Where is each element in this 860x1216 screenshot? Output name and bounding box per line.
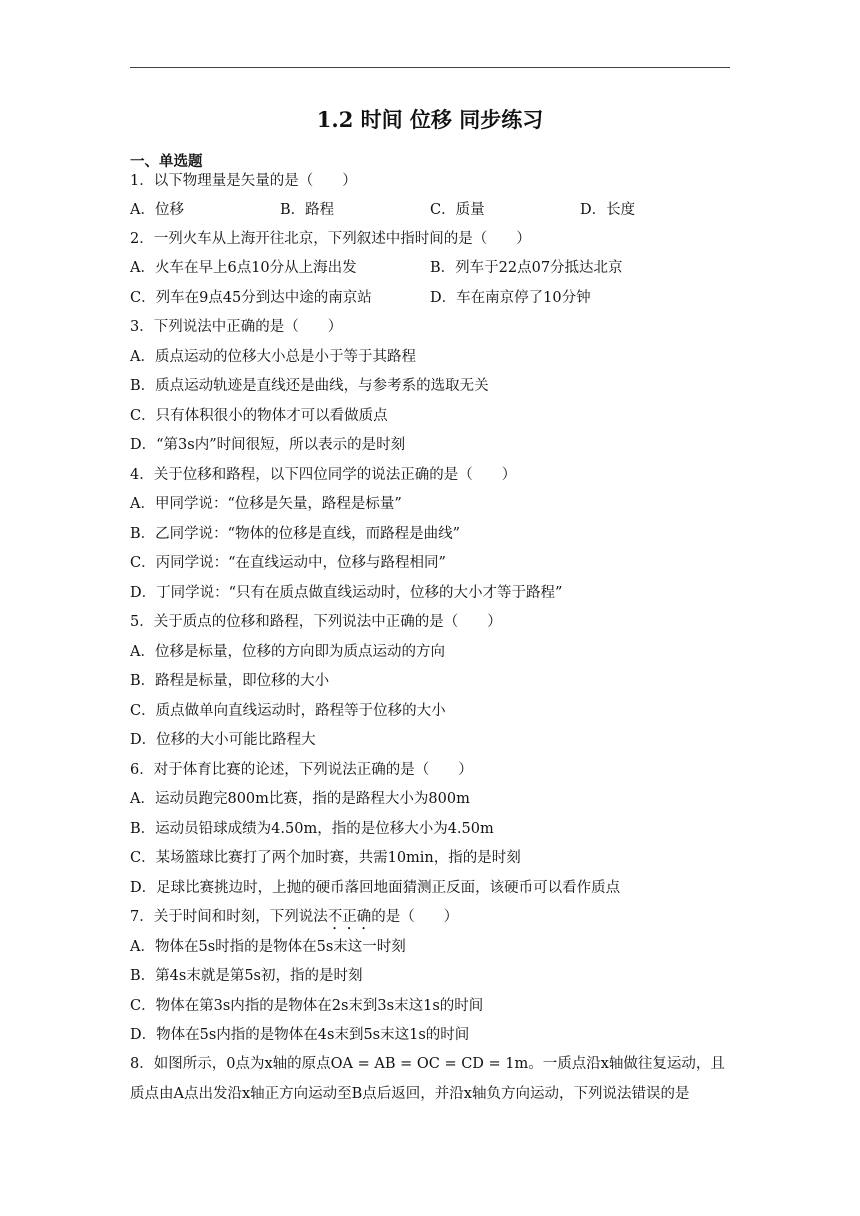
- question-7-option-c: C．物体在第3s内指的是物体在2s末到3s末这1s的时间: [130, 998, 484, 1014]
- question-6-option-b: B．运动员铅球成绩为4.50m，指的是位移大小为4.50m: [130, 821, 494, 837]
- question-3-stem: 3．下列说法中正确的是（ ）: [130, 319, 343, 335]
- question-2-stem: 2．一列火车从上海开往北京，下列叙述中指时间的是（ ）: [130, 231, 531, 247]
- question-2-option-a: A．火车在早上6点10分从上海出发: [130, 260, 357, 276]
- question-1-stem: 1．以下物理量是矢量的是（ ）: [130, 173, 357, 189]
- question-1-option-c: C．质量: [430, 202, 485, 218]
- page-title: 1.2 时间 位移 同步练习: [316, 107, 544, 132]
- question-4-option-d: D．丁同学说：“只有在质点做直线运动时，位移的大小才等于路程”: [130, 585, 563, 601]
- question-7-option-b: B．第4s末就是第5s初，指的是时刻: [130, 968, 363, 984]
- question-4-stem: 4．关于位移和路程，以下四位同学的说法正确的是（ ）: [130, 467, 517, 483]
- question-3-option-b: B．质点运动轨迹是直线还是曲线，与参考系的选取无关: [130, 378, 489, 394]
- question-5-option-d: D．位移的大小可能比路程大: [130, 732, 316, 748]
- question-3-option-c: C．只有体积很小的物体才可以看做质点: [130, 408, 388, 424]
- question-2-option-b: B．列车于22点07分抵达北京: [430, 260, 623, 276]
- question-7-stem-prefix: 7．关于时间和时刻，下列说法: [130, 909, 328, 925]
- question-7-stem: [130, 907, 458, 933]
- question-5-stem: 5．关于质点的位移和路程，下列说法中正确的是（ ）: [130, 614, 502, 630]
- question-3-option-d: D．“第3s内”时间很短，所以表示的是时刻: [130, 437, 406, 453]
- question-6-stem: 6．对于体育比赛的论述，下列说法正确的是（ ）: [130, 762, 473, 778]
- question-7-option-a: A．物体在5s时指的是物体在5s末这一时刻: [130, 939, 406, 955]
- question-5-option-c: C．质点做单向直线运动时，路程等于位移的大小: [130, 703, 446, 719]
- question-2-option-c: C．列车在9点45分到达中途的南京站: [130, 290, 372, 306]
- question-6-option-d: D．足球比赛挑边时，上抛的硬币落回地面猜测正反面，该硬币可以看作质点: [130, 880, 621, 896]
- question-5-option-b: B．路程是标量，即位移的大小: [130, 673, 330, 689]
- question-7-option-d: D．物体在5s内指的是物体在4s末到5s末这1s的时间: [130, 1027, 470, 1043]
- question-7-stem-emphasis: 不正确: [327, 909, 372, 925]
- question-2-option-d: D．车在南京停了10分钟: [430, 290, 591, 306]
- question-5-option-a: A．位移是标量，位移的方向即为质点运动的方向: [130, 644, 445, 660]
- question-6-option-a: A．运动员跑完800m比赛，指的是路程大小为800m: [130, 791, 470, 807]
- question-7-stem-suffix: 的是（ ）: [371, 909, 459, 925]
- question-4-option-a: A．甲同学说：“位移是矢量，路程是标量”: [130, 496, 402, 512]
- question-6-option-c: C．某场篮球比赛打了两个加时赛，共需10min，指的是时刻: [130, 850, 521, 866]
- question-4-option-b: B．乙同学说：“物体的位移是直线，而路程是曲线”: [130, 526, 460, 542]
- question-3-option-a: A．质点运动的位移大小总是小于等于其路程: [130, 349, 416, 365]
- question-1-option-d: D．长度: [580, 202, 636, 218]
- question-1-option-b: B．路程: [280, 202, 335, 218]
- question-4-option-c: C．丙同学说：“在直线运动中，位移与路程相同”: [130, 555, 446, 571]
- question-1-option-a: A．位移: [130, 202, 184, 218]
- question-8-stem: 8．如图所示，0点为x轴的原点OA = AB = OC = CD = 1m。一质点沿x轴做往复运动，且质点由A点出发沿x轴正方向运动至B点后返回，并沿x轴负方向运动，下列说法错误的是: [130, 1056, 725, 1102]
- header-rule: [130, 67, 730, 68]
- section-heading: 一、单选题: [130, 153, 203, 170]
